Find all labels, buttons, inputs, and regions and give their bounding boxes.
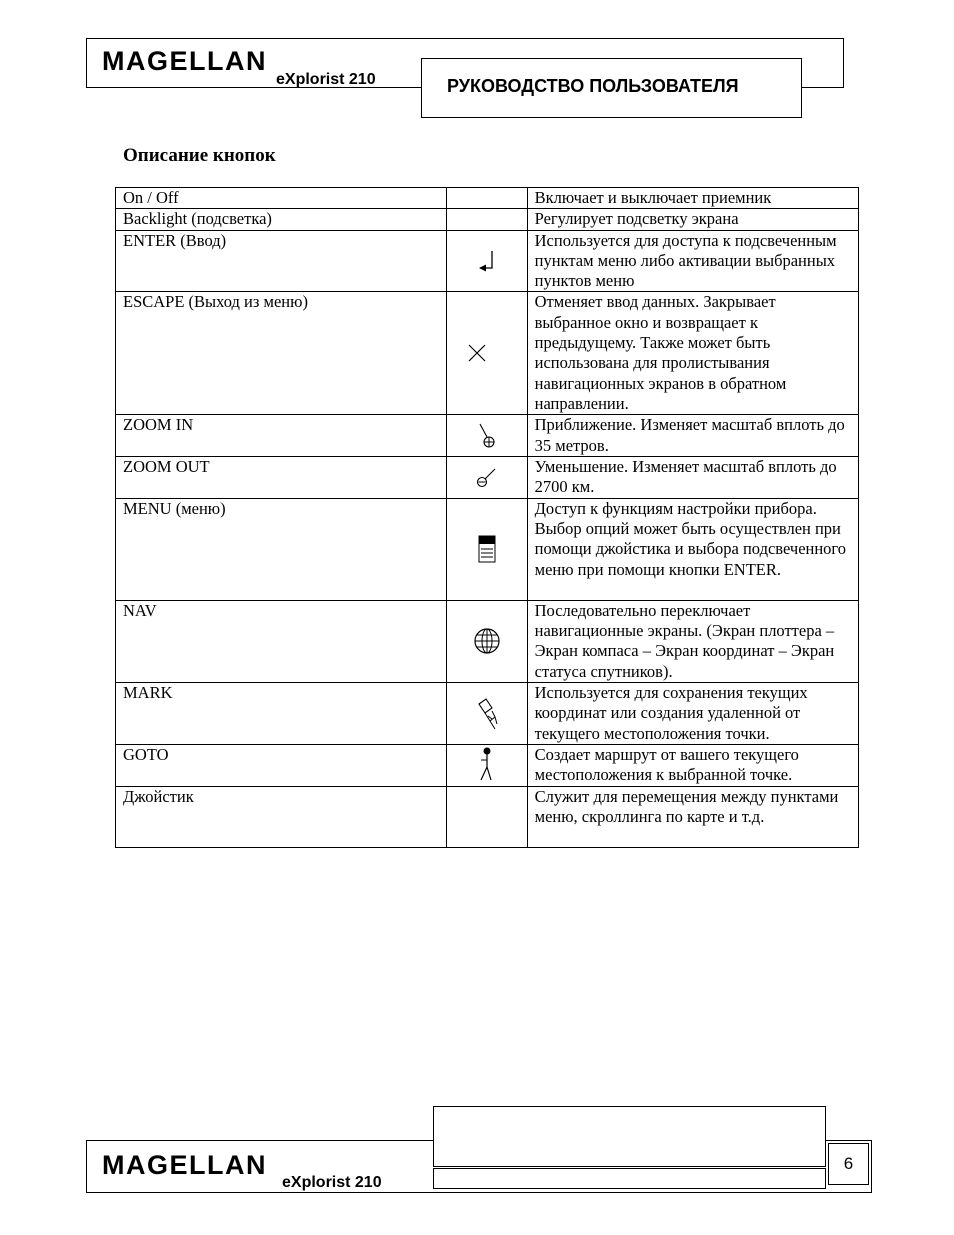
table-row xyxy=(116,188,859,209)
button-name: ZOOM OUT xyxy=(116,456,447,498)
globe-icon xyxy=(473,627,501,655)
icon-cell xyxy=(447,600,527,682)
escape-x-icon xyxy=(466,342,488,364)
button-name: MARK xyxy=(116,683,447,745)
button-name: ENTER (Ввод) xyxy=(116,230,447,292)
table-row xyxy=(116,745,859,787)
button-description: Доступ к функциям настройки прибора. Выбор опций может быть осуществлен при помощи джойстика и выбора подсвеченного меню при помощи кнопки ENTER. xyxy=(527,498,858,600)
guide-title: РУКОВОДСТВО ПОЛЬЗОВАТЕЛЯ xyxy=(421,58,802,118)
button-name: On / Off xyxy=(116,188,447,209)
icon-cell xyxy=(447,415,527,457)
button-name: GOTO xyxy=(116,745,447,787)
table-row xyxy=(116,230,859,292)
icon-cell xyxy=(447,456,527,498)
zoom-out-icon xyxy=(476,465,498,489)
button-description: Используется для сохранения текущих координат или создания удаленной от текущего местоположения точки. xyxy=(527,683,858,745)
button-description: Включает и выключает приемник xyxy=(527,188,858,209)
icon-cell xyxy=(447,292,527,415)
button-name: ESCAPE (Выход из меню) xyxy=(116,292,447,415)
table-row xyxy=(116,498,859,600)
table-row xyxy=(116,415,859,457)
icon-cell xyxy=(447,786,527,847)
mark-flag-icon xyxy=(475,696,499,732)
icon-cell xyxy=(447,230,527,292)
enter-icon xyxy=(476,248,498,274)
footer-model-name: eXplorist 210 xyxy=(282,1174,382,1191)
footer-blank-box xyxy=(433,1106,826,1167)
footer-blank-strip xyxy=(433,1168,826,1189)
button-name: NAV xyxy=(116,600,447,682)
icon-cell xyxy=(447,188,527,209)
button-description: Используется для доступа к подсвеченным пунктам меню либо активации выбранных пунктов меню xyxy=(527,230,858,292)
buttons-table xyxy=(115,187,859,848)
zoom-in-icon xyxy=(477,421,497,451)
footer-brand-logo: MAGELLAN xyxy=(102,1150,267,1180)
button-name: Джойстик xyxy=(116,786,447,847)
table-row xyxy=(116,600,859,682)
table-row xyxy=(116,683,859,745)
button-description: Уменьшение. Изменяет масштаб вплоть до 2700 км. xyxy=(527,456,858,498)
button-description: Создает маршрут от вашего текущего местоположения к выбранной точке. xyxy=(527,745,858,787)
icon-cell xyxy=(447,498,527,600)
menu-icon xyxy=(477,535,497,563)
button-description: Служит для перемещения между пунктами меню, скроллинга по карте и т.д. xyxy=(527,786,858,847)
button-description: Регулирует подсветку экрана xyxy=(527,209,858,230)
button-name: Backlight (подсветка) xyxy=(116,209,447,230)
page-number: 6 xyxy=(828,1143,869,1185)
table-row xyxy=(116,456,859,498)
button-description: Отменяет ввод данных. Закрывает выбранное окно и возвращает к предыдущему. Также может быть использована для пролистывания навигационных экранов в обратном направлении. xyxy=(527,292,858,415)
table-row xyxy=(116,786,859,847)
icon-cell xyxy=(447,683,527,745)
button-description: Последовательно переключает навигационные экраны. (Экран плоттера – Экран компаса – Экран координат – Экран статуса спутников). xyxy=(527,600,858,682)
icon-cell xyxy=(447,209,527,230)
section-title: Описание кнопок xyxy=(123,145,276,166)
table-row xyxy=(116,209,859,230)
table-row xyxy=(116,292,859,415)
icon-cell xyxy=(447,745,527,787)
brand-logo: MAGELLAN xyxy=(102,46,267,76)
button-description: Приближение. Изменяет масштаб вплоть до 35 метров. xyxy=(527,415,858,457)
button-name: MENU (меню) xyxy=(116,498,447,600)
button-name: ZOOM IN xyxy=(116,415,447,457)
goto-figure-icon xyxy=(477,747,497,783)
model-name: eXplorist 210 xyxy=(276,71,376,88)
